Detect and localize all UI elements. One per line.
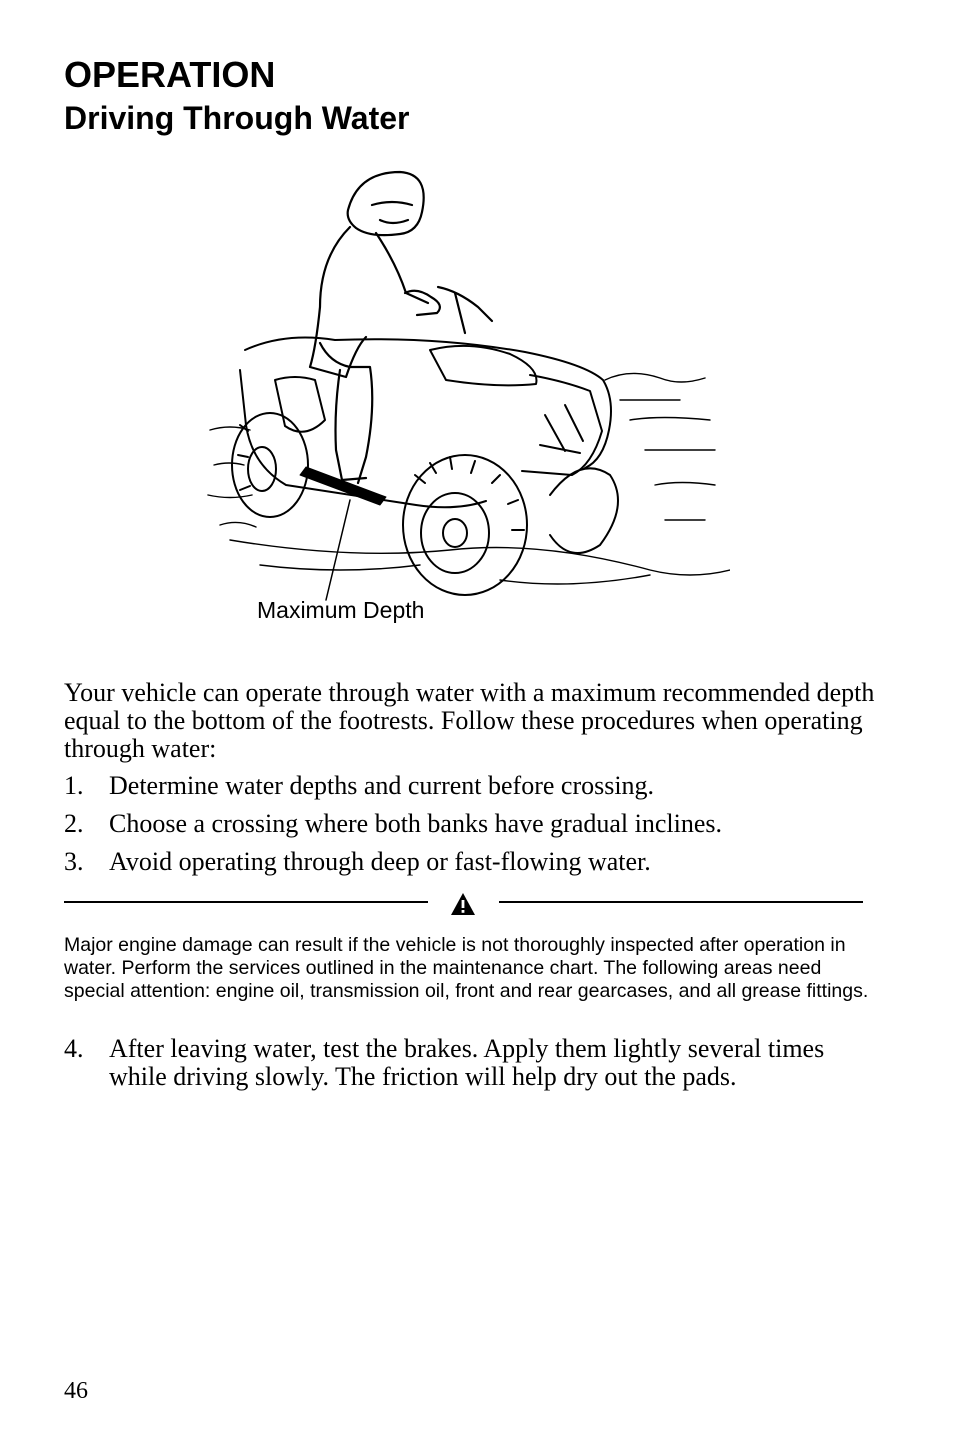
list-item-number: 2. bbox=[64, 809, 84, 838]
list-item bbox=[64, 1035, 884, 1091]
notice-divider-right bbox=[499, 901, 863, 903]
warning-triangle-icon bbox=[450, 892, 476, 916]
atv-water-illustration bbox=[200, 165, 730, 635]
far-wheel bbox=[550, 468, 618, 553]
atv-body bbox=[240, 338, 611, 508]
list-item bbox=[64, 810, 884, 838]
list-item-text: Choose a crossing where both banks have gradual inclines. bbox=[109, 809, 723, 838]
section-title: OPERATION bbox=[64, 54, 276, 95]
water-lines bbox=[208, 373, 730, 584]
list-item-text: After leaving water, test the brakes. Apply them lightly several times while driving slowly. The friction will help dry out the pads. bbox=[109, 1034, 825, 1091]
list-item-text: Determine water depths and current before crossing. bbox=[109, 771, 655, 800]
rider bbox=[310, 172, 440, 483]
list-item bbox=[64, 772, 884, 800]
figure-label-maximum-depth: Maximum Depth bbox=[257, 597, 425, 623]
list-item-number: 4. bbox=[64, 1034, 84, 1063]
leader-line bbox=[326, 500, 350, 600]
page-number: 46 bbox=[64, 1378, 88, 1404]
footrest bbox=[300, 467, 386, 505]
handlebar bbox=[438, 287, 492, 333]
page-title: Driving Through Water bbox=[64, 100, 410, 136]
list-item bbox=[64, 848, 884, 876]
list-item-number: 1. bbox=[64, 771, 84, 800]
notice-text: Major engine damage can result if the vehicle is not thoroughly inspected after operation in water. Perform the services outlined in the maintenance chart. The following areas need special attention: engine oil, transmission oil, front and rear gearcases, and all grease fittings. bbox=[64, 934, 869, 1002]
intro-paragraph: Your vehicle can operate through water with a maximum recommended depth equal to the bottom of the footrests. Follow these procedures when operating through water: bbox=[64, 678, 875, 763]
list-item-number: 3. bbox=[64, 847, 84, 876]
front-wheel bbox=[403, 455, 527, 595]
list-item-text: Avoid operating through deep or fast-flowing water. bbox=[109, 847, 651, 876]
notice-divider-left bbox=[64, 901, 428, 903]
